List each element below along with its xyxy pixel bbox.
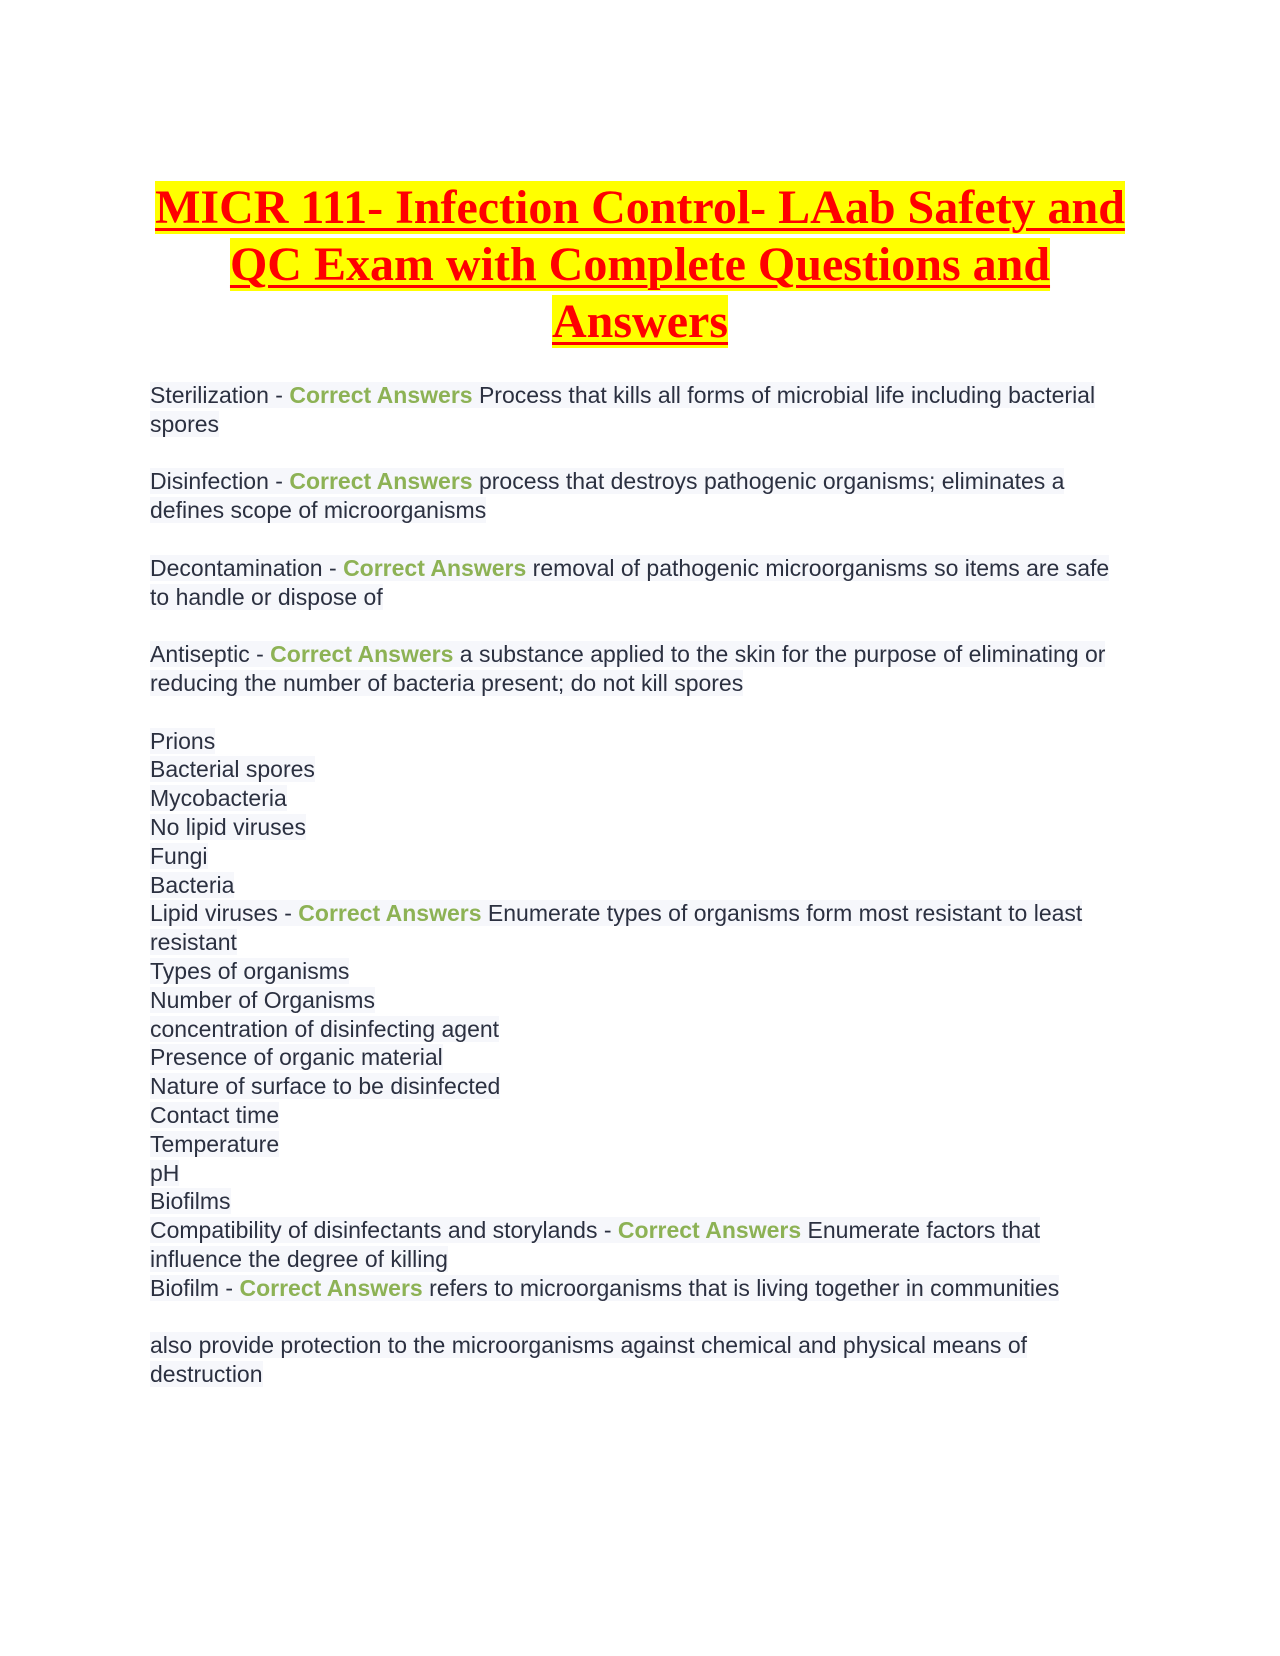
term: Lipid viruses [150,900,278,927]
definition: removal of pathogenic microorganisms so items are safe to handle or dispose of [150,554,1110,610]
separator: - [249,641,271,668]
term: Decontamination [150,554,323,581]
definition: process that destroys pathogenic organisms; eliminates a defines scope of microorganisms [150,468,1065,524]
answer-label: Correct Answers [298,900,482,927]
definition: Enumerate factors that influence the degree of killing [150,1217,1041,1272]
answer-label: Correct Answers [289,382,473,408]
list-item: Bacterial spores [150,756,315,783]
list-item: Number of Organisms [150,986,375,1013]
list-item: Prions [150,727,216,754]
list-item: concentration of disinfecting agent [150,1015,500,1042]
list-item-answer [150,1216,1130,1274]
separator: - [268,468,290,495]
list-item: Mycobacteria [150,785,287,812]
definition: Enumerate types of organisms form most resistant to least resistant [150,900,1083,956]
separator: - [277,900,299,927]
definition: refers to microorganisms that is living together in communities [422,1274,1060,1301]
qa-entry-biofilm [150,1274,1130,1303]
document-title [150,179,1130,350]
answer-label: Correct Answers [270,641,454,668]
separator: - [597,1217,618,1244]
separator: - [322,554,344,581]
answer-label: Correct Answers [343,554,527,581]
list-item: pH [150,1159,180,1186]
list-item: Nature of surface to be disinfected [150,1073,501,1100]
term: Antiseptic [150,641,250,668]
list-item: No lipid viruses [150,813,306,840]
closing-paragraph: also provide protection to the microorganisms against chemical and physical means of destruction [150,1332,1027,1388]
document-title-text: MICR 111- Infection Control- LAab Safety and QC Exam with Complete Questions and Answers [155,181,1125,348]
term: Compatibility of disinfectants and storylands [150,1217,598,1244]
term: Disinfection [150,468,269,495]
qa-entry-sterilization [150,381,1130,439]
list-item: Types of organisms [150,957,350,984]
resistance-list [150,727,1130,957]
document-body [150,381,1130,1418]
factors-list [150,957,1130,1274]
list-item: Biofilms [150,1188,231,1215]
list-item: Presence of organic material [150,1044,443,1071]
definition: Process that kills all forms of microbial life including bacterial spores [150,382,1096,437]
list-item: Contact time [150,1101,280,1128]
list-item: Bacteria [150,871,235,898]
list-item-answer [150,899,1130,957]
qa-entry-decontamination [150,554,1130,612]
list-item: Fungi [150,842,208,869]
answer-label: Correct Answers [239,1274,423,1301]
qa-entry-disinfection [150,467,1130,525]
answer-label: Correct Answers [289,468,473,495]
separator: - [268,382,290,408]
term: Biofilm [150,1274,220,1301]
separator: - [219,1274,240,1301]
qa-entry-antiseptic [150,640,1130,698]
definition: a substance applied to the skin for the purpose of eliminating or reducing the number of bacteria present; do not kill spores [150,641,1106,696]
answer-label: Correct Answers [617,1217,802,1244]
list-item: Temperature [150,1130,280,1157]
term: Sterilization [150,382,269,408]
